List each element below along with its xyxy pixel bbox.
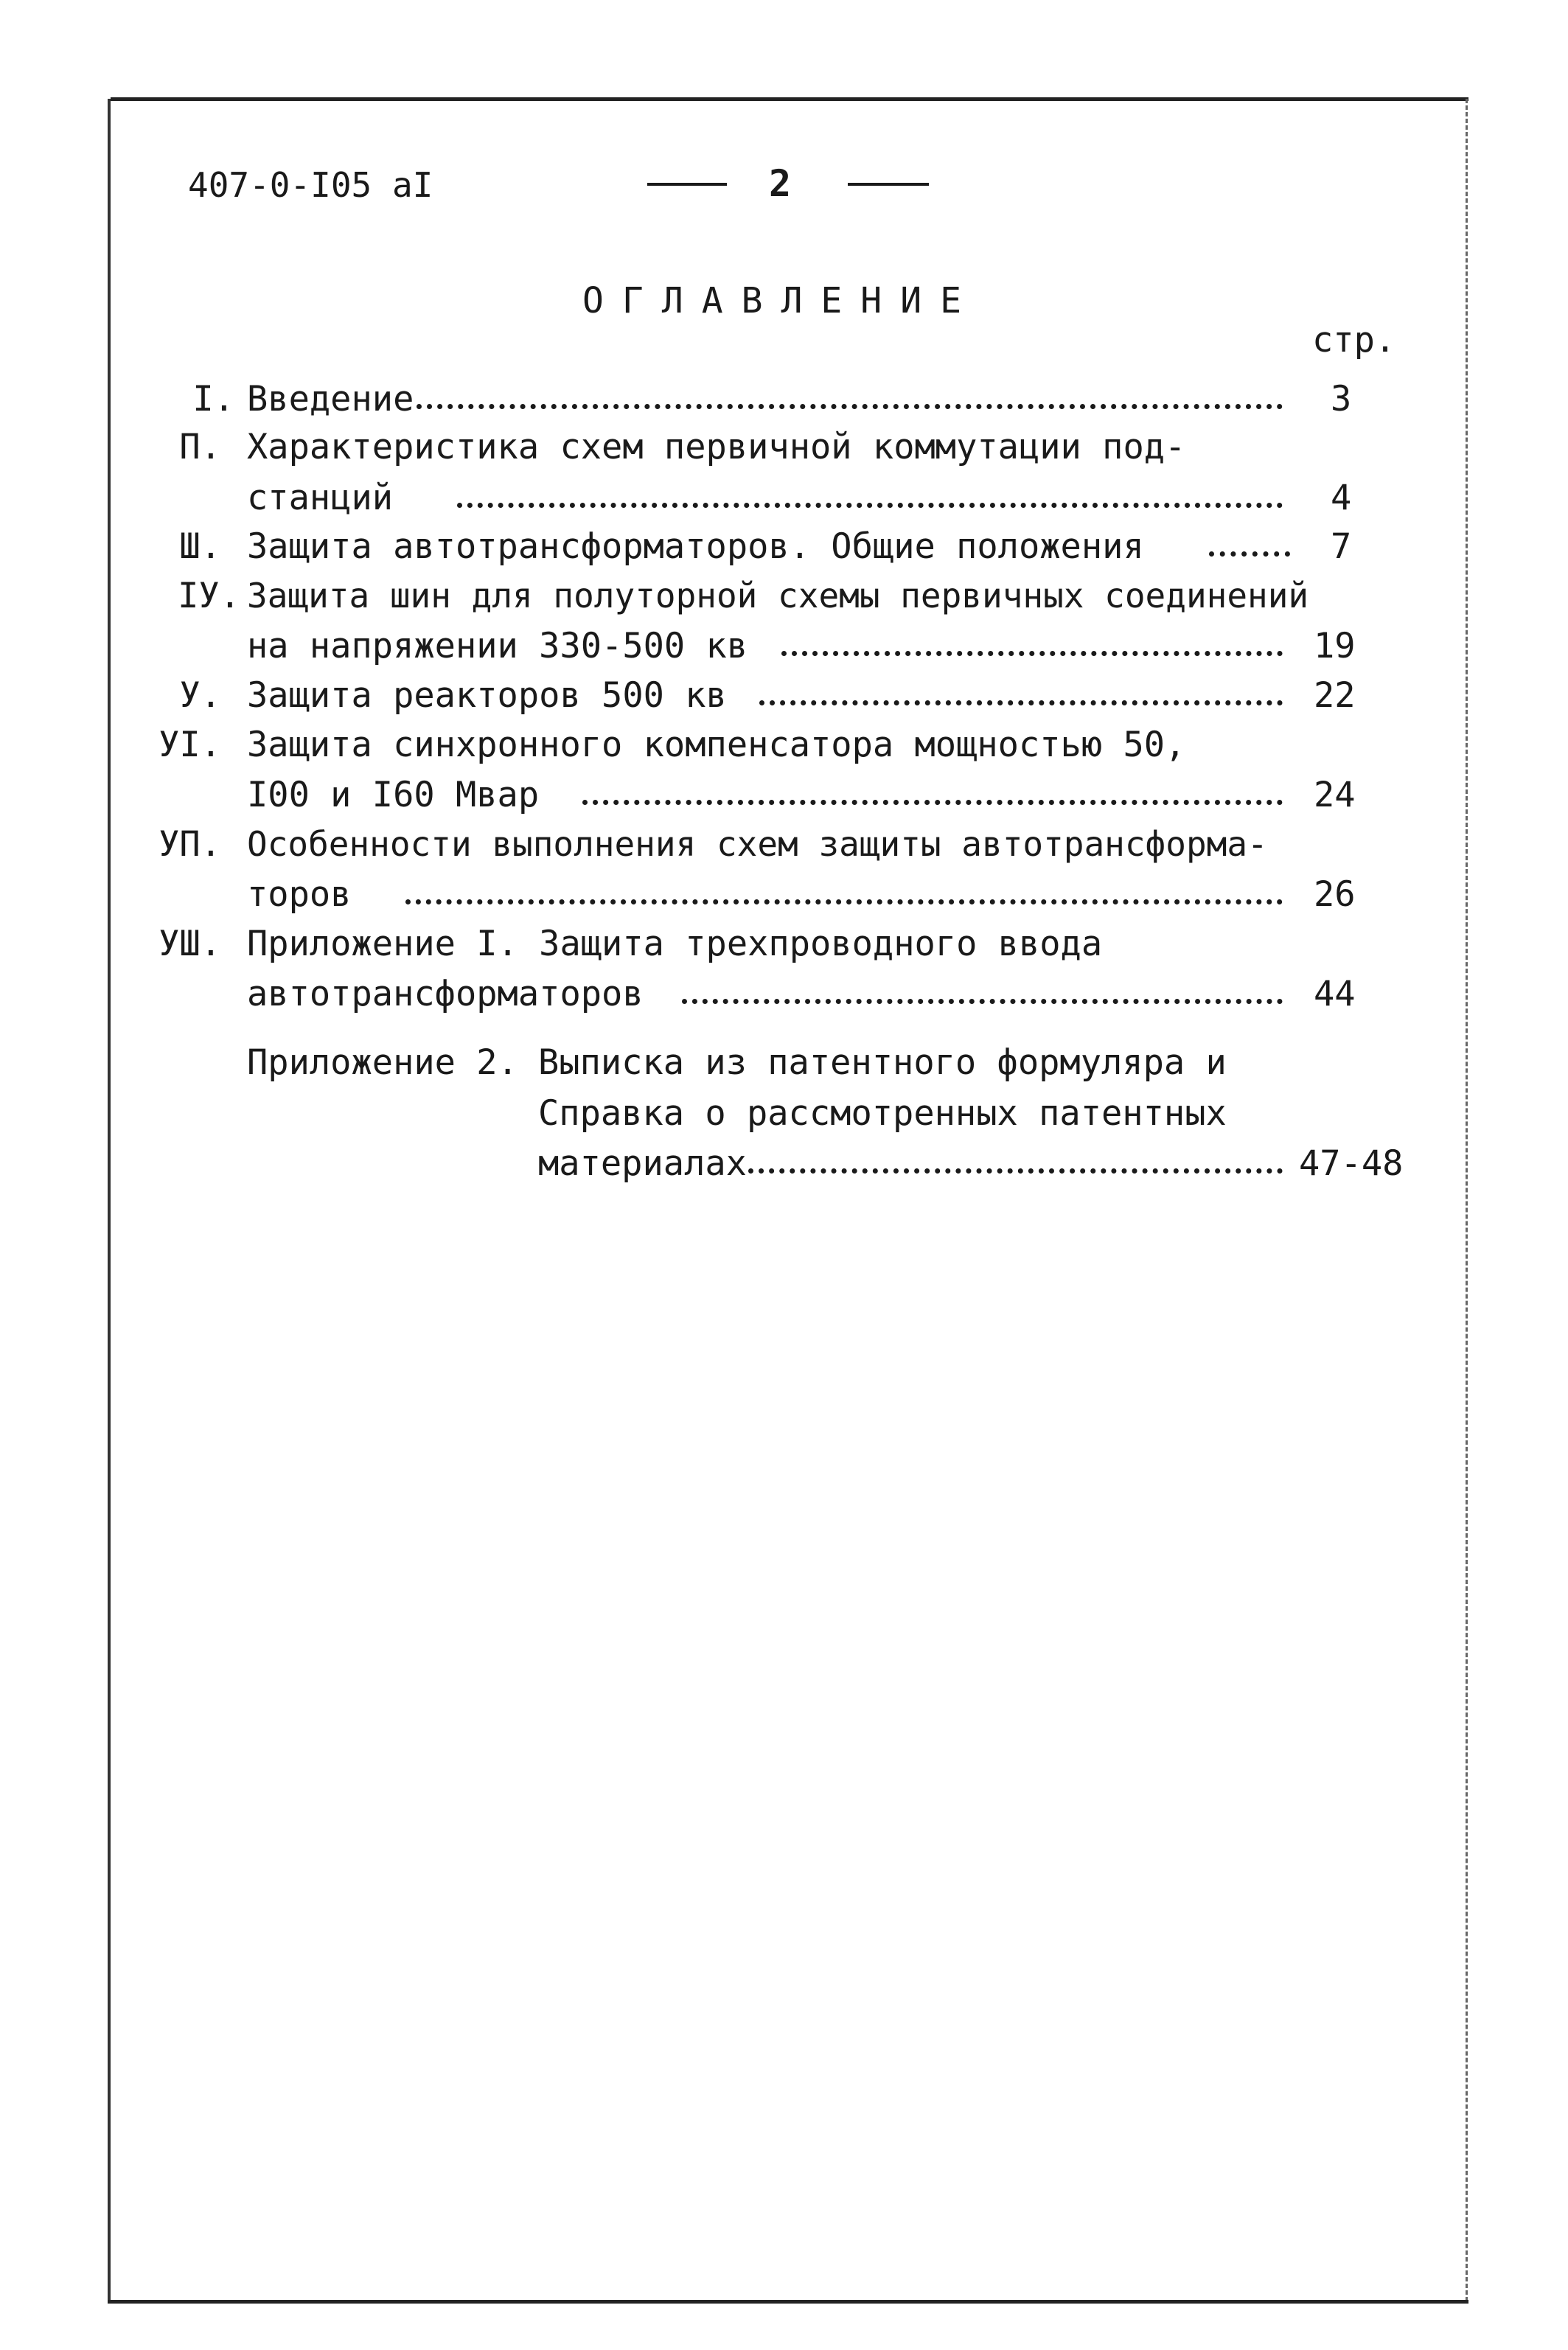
toc-entry-title: Защита шин для полуторной схемы первичных соединений xyxy=(247,576,1309,616)
toc-entry-title: Характеристика схем первичной коммутации под- xyxy=(247,427,1186,467)
toc-leader-dots xyxy=(759,700,1283,705)
toc-entry-number: УП. xyxy=(158,824,221,865)
toc-leader-dots xyxy=(457,503,1283,508)
toc-leader-dots xyxy=(417,404,1283,409)
toc-entry-title-continued: станций xyxy=(247,478,394,518)
toc-entry-number: I. xyxy=(192,379,234,419)
toc-entry-title: Приложение I. Защита трехпроводного ввода xyxy=(247,924,1103,964)
appendix-title: Выписка из патентного формуляра и xyxy=(538,1042,1227,1083)
page-number-dash-left xyxy=(647,183,727,186)
toc-leader-dots xyxy=(748,1168,1283,1174)
appendix-title-continued: Справка о рассмотренных патентных xyxy=(538,1093,1227,1134)
appendix-page: 47-48 xyxy=(1299,1143,1404,1184)
appendix-title-continued: материалах xyxy=(538,1143,747,1184)
toc-entry-title-continued: автотрансформаторов xyxy=(247,974,644,1014)
toc-entry-title-continued: торов xyxy=(247,874,352,915)
appendix-label: Приложение 2. xyxy=(247,1042,518,1083)
toc-entry-page: 3 xyxy=(1331,379,1352,419)
frame-bottom-border xyxy=(108,2300,1468,2304)
toc-entry-number: IУ. xyxy=(178,576,240,616)
toc-entry-page: 7 xyxy=(1331,526,1352,567)
page-column-label: стр. xyxy=(1312,320,1396,360)
toc-leader-dots xyxy=(582,800,1283,805)
toc-entry-page: 26 xyxy=(1314,874,1356,915)
page-number: 2 xyxy=(769,162,792,205)
toc-entry-title-continued: I00 и I60 Мвар xyxy=(247,775,540,815)
toc-entry-number: Ш. xyxy=(179,526,221,567)
toc-entry-page: 19 xyxy=(1314,626,1356,666)
toc-entry-title: Введение xyxy=(247,379,414,419)
toc-entry-title: Особенности выполнения схем защиты автотрансформа- xyxy=(247,824,1268,864)
toc-entry-page: 4 xyxy=(1331,478,1352,518)
page-number-dash-right xyxy=(848,183,929,186)
toc-entry-number: П. xyxy=(179,427,221,467)
frame-right-border xyxy=(1466,99,1468,2301)
toc-title: ОГЛАВЛЕНИЕ xyxy=(582,280,980,321)
document-code: 407-0-I05 aI xyxy=(188,165,433,205)
toc-entry-number: УI. xyxy=(158,725,221,765)
toc-leader-dots xyxy=(405,899,1283,904)
toc-entry-page: 24 xyxy=(1314,775,1356,815)
toc-leader-dots xyxy=(682,999,1283,1004)
toc-entry-title: Защита автотрансформаторов. Общие положения xyxy=(247,526,1144,567)
toc-entry-number: УШ. xyxy=(158,924,221,964)
toc-leader-dots xyxy=(1209,551,1290,557)
toc-entry-title: Защита синхронного компенсатора мощностью 50, xyxy=(247,725,1186,765)
toc-entry-page: 44 xyxy=(1314,974,1356,1014)
frame-top-border xyxy=(111,97,1468,101)
toc-leader-dots xyxy=(781,651,1283,656)
toc-entry-title: Защита реакторов 500 кв xyxy=(247,675,727,716)
toc-entry-title-continued: на напряжении 330-500 кв xyxy=(247,626,748,666)
toc-entry-page: 22 xyxy=(1314,675,1356,716)
frame-left-border xyxy=(108,99,111,2301)
toc-entry-number: У. xyxy=(179,675,221,716)
